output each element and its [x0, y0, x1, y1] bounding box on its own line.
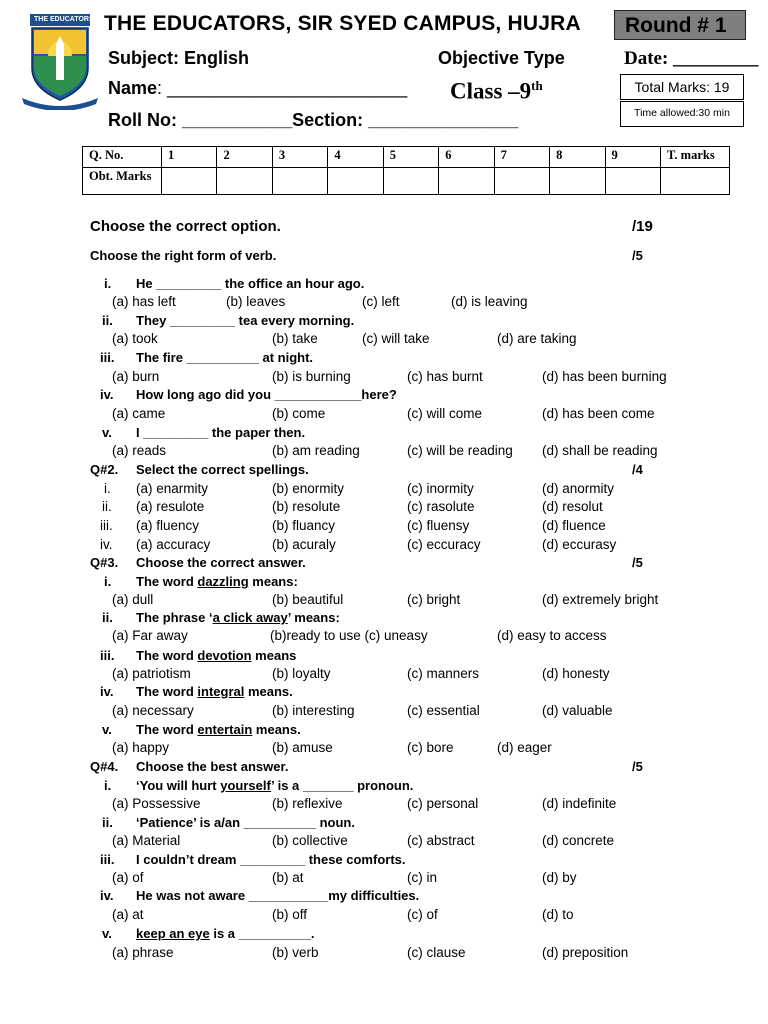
table-cell — [328, 168, 383, 195]
table-cell — [162, 168, 217, 195]
option: (a) came — [112, 406, 166, 421]
question-number: v. — [102, 425, 112, 440]
q2-number: Q#2. — [90, 462, 119, 477]
class-title: Class –9th — [450, 78, 543, 104]
question-text: The word dazzling means: — [136, 574, 298, 589]
table-cell: 5 — [383, 147, 438, 168]
option: (b) leaves — [226, 294, 286, 309]
option: (d) easy to access — [497, 628, 607, 643]
option: (c) left — [362, 294, 400, 309]
table-cell: 1 — [162, 147, 217, 168]
option: (a) at — [112, 907, 144, 922]
option: (b) loyalty — [272, 666, 331, 681]
option: (d) extremely bright — [542, 592, 659, 607]
objective-type-label: Objective Type — [438, 48, 565, 68]
question-number: ii. — [102, 313, 113, 328]
question-number: iv. — [100, 684, 114, 699]
q3-marks: /5 — [632, 555, 643, 570]
option: (a) Possessive — [112, 796, 201, 811]
table-cell: 7 — [494, 147, 549, 168]
table-cell — [217, 168, 272, 195]
table-cell: 2 — [217, 147, 272, 168]
question-number: iii. — [100, 350, 115, 365]
question-number: i. — [104, 778, 112, 793]
table-cell: 3 — [272, 147, 327, 168]
option: (b) enormity — [272, 481, 345, 496]
option: (d) anormity — [542, 481, 615, 496]
option: (b) beautiful — [272, 592, 344, 607]
question-text: ‘You will hurt yourself’ is a _______ pronoun. — [136, 778, 414, 793]
q3-number: Q#3. — [90, 555, 119, 570]
option: (d) to — [542, 907, 574, 922]
option: (a) phrase — [112, 945, 174, 960]
time-allowed-box: Time allowed:30 min — [620, 101, 744, 127]
question-number: ii. — [102, 499, 112, 514]
table-cell — [494, 168, 549, 195]
option: (a) patriotism — [112, 666, 191, 681]
option: (b) resolute — [272, 499, 341, 514]
option: (c) personal — [407, 796, 479, 811]
option: (b) reflexive — [272, 796, 343, 811]
option: (a) necessary — [112, 703, 194, 718]
question-text: The word entertain means. — [136, 722, 301, 737]
question-number: iv. — [100, 888, 114, 903]
option: (b) come — [272, 406, 326, 421]
option: (d) preposition — [542, 945, 629, 960]
question-text: How long ago did you ____________here? — [136, 387, 397, 402]
option: (d) eager — [497, 740, 552, 755]
round-badge: Round # 1 — [614, 10, 746, 40]
option: (d) is leaving — [451, 294, 528, 309]
subject-label: Subject: English — [108, 48, 250, 68]
question-number: i. — [104, 481, 111, 496]
question-text: I couldn’t dream _________ these comforts. — [136, 852, 406, 867]
q1-marks: /5 — [632, 248, 643, 263]
option: (a) burn — [112, 369, 160, 384]
question-text: I _________ the paper then. — [136, 425, 306, 440]
table-cell: 6 — [439, 147, 494, 168]
option: (b) at — [272, 870, 304, 885]
option: (c) manners — [407, 666, 480, 681]
total-marks-box: Total Marks: 19 — [620, 74, 744, 100]
question-number: i. — [104, 276, 112, 291]
question-number: iii. — [100, 648, 115, 663]
option: (d) eccurasy — [542, 537, 617, 552]
score-table — [82, 146, 730, 195]
logo-text: THE EDUCATORS — [34, 16, 94, 23]
option: (b) off — [272, 907, 308, 922]
option: (a) Material — [112, 833, 181, 848]
question-text: He was not aware ___________my difficulties. — [136, 888, 420, 903]
option: (d) resolut — [542, 499, 603, 514]
score-table-header-row — [83, 147, 730, 168]
question-text: The word integral means. — [136, 684, 293, 699]
option: (a) fluency — [136, 518, 200, 533]
question-number: v. — [102, 722, 112, 737]
school-logo — [20, 14, 100, 110]
option: (a) Far away — [112, 628, 188, 643]
question-text: The fire __________ at night. — [136, 350, 314, 365]
option: (c) in — [407, 870, 437, 885]
school-title: THE EDUCATORS, SIR SYED CAMPUS, HUJRA — [104, 12, 581, 35]
option: (d) fluence — [542, 518, 606, 533]
option: (a) resulote — [136, 499, 205, 514]
name-row — [108, 78, 407, 99]
table-cell — [272, 168, 327, 195]
table-cell — [550, 168, 605, 195]
table-cell — [661, 168, 730, 195]
q4-number: Q#4. — [90, 759, 119, 774]
question-number: i. — [104, 574, 112, 589]
option: (c) fluensy — [407, 518, 470, 533]
option: (b) interesting — [272, 703, 355, 718]
option: (c) bright — [407, 592, 461, 607]
option: (c) will come — [407, 406, 483, 421]
option: (d) honesty — [542, 666, 610, 681]
option: (c) of — [407, 907, 438, 922]
option: (a) dull — [112, 592, 154, 607]
option: (d) are taking — [497, 331, 577, 346]
option: (b) am reading — [272, 443, 360, 458]
option: (a) has left — [112, 294, 176, 309]
question-number: ii. — [102, 610, 113, 625]
option: (d) by — [542, 870, 577, 885]
option: (c) abstract — [407, 833, 475, 848]
question-text: He _________ the office an hour ago. — [136, 276, 365, 291]
option: (a) accuracy — [136, 537, 211, 552]
option: (c) will be reading — [407, 443, 513, 458]
question-text: The phrase ‘a click away’ means: — [136, 610, 340, 625]
main-instruction: Choose the correct option. — [90, 218, 281, 235]
option: (b) take — [272, 331, 318, 346]
question-number: iv. — [100, 537, 113, 552]
question-number: iii. — [100, 852, 115, 867]
main-marks: /19 — [632, 218, 653, 235]
table-cell: Obt. Marks — [83, 168, 162, 195]
question-number: ii. — [102, 815, 113, 830]
option: (a) took — [112, 331, 158, 346]
option: (b) acuraly — [272, 537, 336, 552]
option: (c) has burnt — [407, 369, 483, 384]
q2-marks: /4 — [632, 462, 643, 477]
option: (c) rasolute — [407, 499, 475, 514]
q3-title: Choose the correct answer. — [136, 555, 306, 570]
q2-title: Select the correct spellings. — [136, 462, 309, 477]
question-text: keep an eye is a __________. — [136, 926, 315, 941]
date-label: Date: _________ — [624, 48, 759, 69]
option: (b) is burning — [272, 369, 351, 384]
table-cell — [605, 168, 661, 195]
option: (c) will take — [362, 331, 430, 346]
name-line: : ________________________ — [157, 78, 408, 98]
table-cell: 8 — [550, 147, 605, 168]
table-cell — [439, 168, 494, 195]
roll-section-label: Roll No: ___________Section: _______________ — [108, 110, 519, 130]
option: (a) enarmity — [136, 481, 209, 496]
option: (b) collective — [272, 833, 348, 848]
score-table-marks-row — [83, 168, 730, 195]
table-cell: 4 — [328, 147, 383, 168]
option: (d) has been come — [542, 406, 655, 421]
option: (d) indefinite — [542, 796, 617, 811]
option: (a) reads — [112, 443, 167, 458]
table-cell — [383, 168, 438, 195]
question-number: iv. — [100, 387, 114, 402]
option: (c) bore — [407, 740, 454, 755]
name-label: Name — [108, 78, 158, 98]
option: (b)ready to use (c) uneasy — [270, 628, 428, 643]
option: (d) has been burning — [542, 369, 667, 384]
option: (d) shall be reading — [542, 443, 658, 458]
question-text: They _________ tea every morning. — [136, 313, 355, 328]
option: (c) inormity — [407, 481, 474, 496]
option: (a) of — [112, 870, 144, 885]
q4-marks: /5 — [632, 759, 643, 774]
table-cell: T. marks — [661, 147, 730, 168]
table-cell: 9 — [605, 147, 661, 168]
option: (b) amuse — [272, 740, 333, 755]
question-text: The word devotion means — [136, 648, 297, 663]
table-cell: Q. No. — [83, 147, 162, 168]
q4-title: Choose the best answer. — [136, 759, 289, 774]
question-number: iii. — [100, 518, 113, 533]
option: (c) clause — [407, 945, 466, 960]
option: (d) concrete — [542, 833, 615, 848]
question-number: v. — [102, 926, 112, 941]
option: (a) happy — [112, 740, 170, 755]
question-text: ‘Patience’ is a/an __________ noun. — [136, 815, 355, 830]
option: (b) fluancy — [272, 518, 336, 533]
option: (c) essential — [407, 703, 480, 718]
option: (c) eccuracy — [407, 537, 481, 552]
option: (d) valuable — [542, 703, 613, 718]
q1-title: Choose the right form of verb. — [90, 248, 277, 263]
option: (b) verb — [272, 945, 319, 960]
